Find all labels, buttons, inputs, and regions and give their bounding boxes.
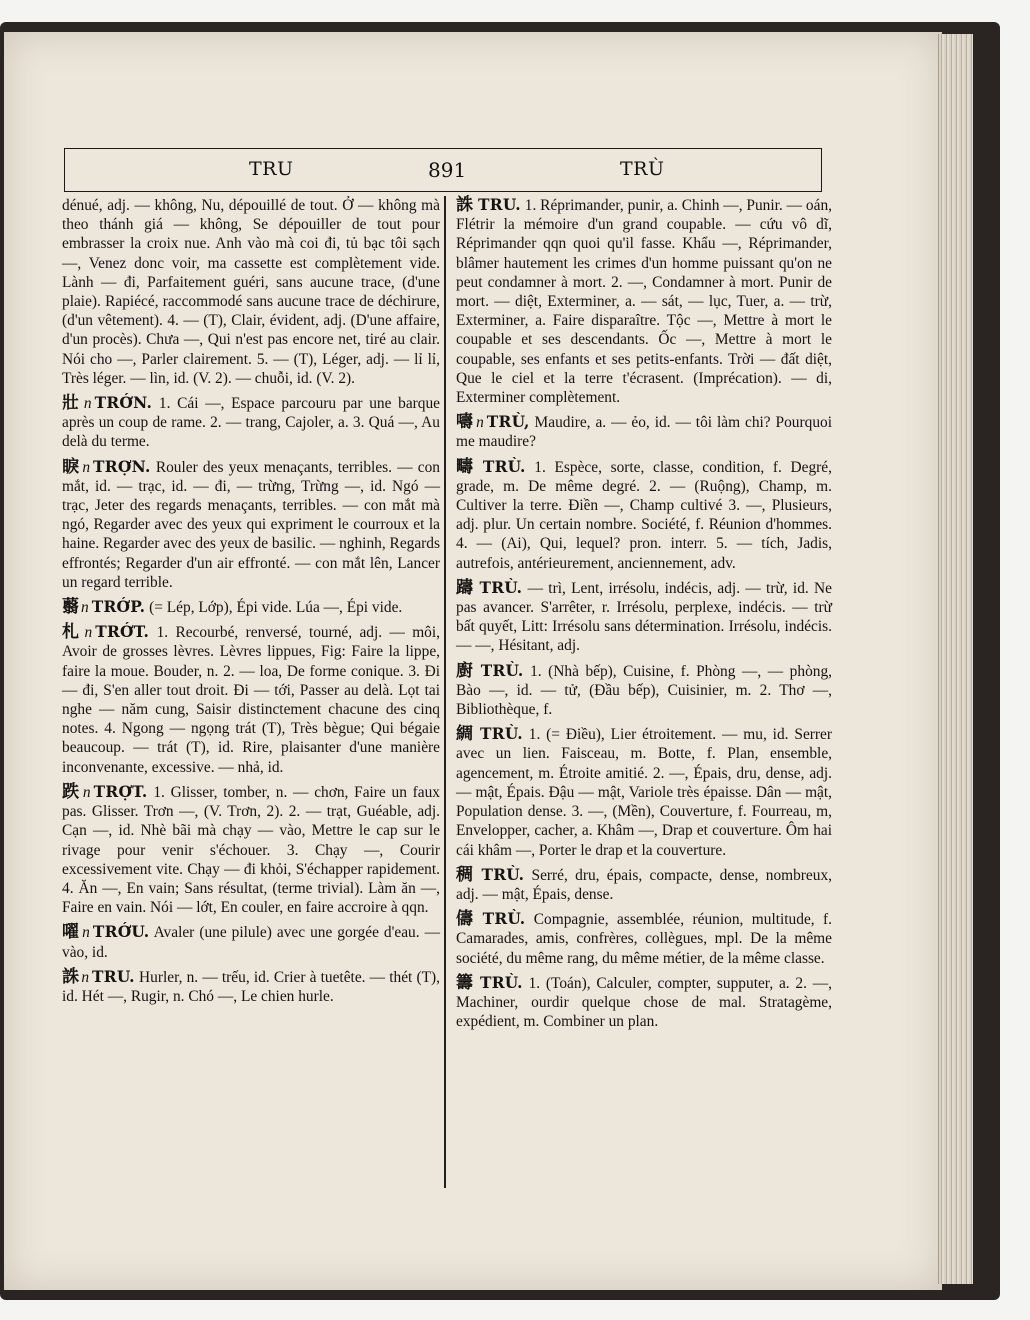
entry-pos-marker: n <box>82 458 91 476</box>
dictionary-entry <box>456 662 832 720</box>
entry-headword: TRÙ. <box>482 910 526 929</box>
dictionary-entry <box>62 923 440 961</box>
entry-definition: Compagnie, assemblée, réunion, multitude, f. Camarades, amis, confrères, collègues, mpl. De la même société, du même rang, du même métier, de la même classe. <box>456 911 832 967</box>
entry-headword: TRỢN. <box>93 457 151 476</box>
entry-headword: TRU. <box>478 196 521 214</box>
dictionary-entry <box>456 579 832 656</box>
dictionary-entry <box>456 974 832 1032</box>
entry-definition: Rouler des yeux menaçants, terribles. — con mắt, id. — trạc, id. — đi, — trừng, Trừng —, id. Ngó — trạc, Jeter des regards menaçants, terribles. — con mắt mà ngó, Regarder avec des yeux qui expriment le courroux et la haine. Regarder avec des yeux de basilic. — nghinh, Regards effrontés; Regarder d'un air effronté. — con mắt lên, Lancer un regard terrible. <box>62 458 440 591</box>
dictionary-entry <box>456 196 832 407</box>
entry-pos-marker: n <box>84 624 93 642</box>
entry-headword: TRU. <box>92 967 135 986</box>
dictionary-entry <box>62 598 440 617</box>
entry-character: 稠 <box>456 864 477 885</box>
entry-headword: TRỚU. <box>92 923 150 942</box>
entry-definition: Serré, dru, épais, compacte, dense, nombreux, adj. — mật, Épais, dense. <box>456 866 832 903</box>
entry-headword: TRỚT. <box>95 623 150 642</box>
entry-character: 廚 <box>456 660 476 681</box>
entry-character: 疇 <box>456 456 478 477</box>
entry-character: 嚁 <box>62 922 81 943</box>
dictionary-entry <box>456 866 832 904</box>
dictionary-entry <box>456 910 832 968</box>
continuation-text: dénué, adj. — không, Nu, dépouillé de tout. Ở — không mà theo thánh giá — không, Se dépouiller de tout pour embrasser la croix nue. Anh vào mà coi đi, tủ bạc tôi sạch —, Venez donc voir, ma cassette est complètement vide. Lành — đi, Parfaitement guéri, sans aucune trace, (d'une plaie). Rapiécé, raccommodé sans aucune trace de déchirure, (d'un vêtement). 4. — (T), Clair, évident, adj. (D'une affaire, d'un procès). Chưa —, Qui n'est pas encore net, tiré au clair. Nói cho —, Parler clairement. 5. — (T), Léger, adj. — lỉ lỉ, Très léger. — lìn, id. (V. 2). — chuỗi, id. (V. 2). <box>62 197 440 387</box>
entry-character: 誅 <box>62 966 80 987</box>
entry-definition: Hurler, n. — trếu, id. Crier à tuetête. — thét (T), id. Hét —, Rugir, n. Chó —, Le chien hurle. <box>62 968 440 1005</box>
entry-headword: TRÙ, <box>486 413 530 432</box>
entry-definition: Avaler (une pilule) avec une gorgée d'eau. — vào, id. <box>62 924 441 961</box>
dictionary-entry <box>62 623 440 777</box>
entry-definition: — trì, Lent, irrésolu, indécis, adj. — trừ, id. Ne pas avancer. S'arrêter, r. Irrésolu, perplexe, indécis. — trừ bất quyết, Litt: Irrésolu sans détermination. Irrésolu, indécis. — —, Hésitant, adj. <box>456 579 833 655</box>
dictionary-entry <box>62 968 440 1006</box>
entry-definition: (= Lép, Lớp), Épi vide. Lúa —, Épi vide. <box>149 599 403 617</box>
entry-pos-marker: n <box>476 414 484 432</box>
entry-character: 儔 <box>456 909 478 930</box>
header-right-word: TRÙ <box>620 158 665 180</box>
dictionary-entry <box>456 413 832 451</box>
entry-definition: 1. (= Điều), Lier étroitement. — mu, id. Serrer avec un lien. Faisceau, m. Botte, f. Plan, ensemble, agencement, m. Étroite amitié. 2. —, Épais, dru, dense, adj. — mật, Épais. Đậu — mật, Variole très épaisse. Dân — mật, Population dense. 3. —, (Mền), Couverture, f. Fourreau, m, Envelopper, cacher, a. Khâm —, Drap et couverture. Ôm hai cái khâm —, Porter le drap et la couverture. <box>456 726 832 859</box>
entry-character: 綢 <box>456 724 476 745</box>
entry-headword: TRÙ. <box>479 578 523 597</box>
entry-character: 睙 <box>62 456 81 477</box>
right-column <box>456 196 832 1037</box>
entry-definition: 1. (Toán), Calculer, compter, supputer, a. 2. —, Machiner, ourdir quelque chose de mal. Stratagème, expédient, m. Combiner un plan. <box>456 974 832 1031</box>
dictionary-entry <box>456 458 832 573</box>
entry-definition: 1. Glisser, tomber, n. — chơn, Faire un faux pas. Glisser. Trơn —, (V. Trơn, 2). 2. — trạt, Guéable, adj. Cạn —, id. Nhè bãi mà chạy — vào, Mettre le cap sur le rivage pour venir s'échouer. 3. Chạy —, Courir excessivement vite. Chạy — đi khỏi, S'échapper rapidement. 4. Ăn —, En vain; Sans résultat, (terme trivial). Làm ăn —, Faire en vain. Nói — lớt, En couler, en faire accroire à qqn. <box>62 783 440 917</box>
entry-headword: TRÙ. <box>479 973 523 992</box>
dictionary-entry <box>62 458 440 592</box>
dictionary-entry <box>456 725 832 859</box>
entry-character: 籌 <box>456 972 475 993</box>
entry-definition: 1. Espèce, sorte, classe, condition, f. Degré, grade, m. De même degré. 2. — (Ruộng), Champ, m. Cultiver la terre. Điền —, Champ cultivé 3. —, Plusieurs, adj. plur. Un certain nombre. Société, f. Réunion d'hommes. 4. — (Ai), Qui, lequel? pron. interr. 5. — tích, Jadis, autrefois, antérieurement, anciennement, adv. <box>456 458 832 572</box>
column-divider <box>444 196 446 1188</box>
dictionary-entry <box>62 394 440 452</box>
entry-headword: TRỚN. <box>94 394 153 413</box>
page-edges <box>938 34 973 1284</box>
entry-pos-marker: n <box>83 395 92 413</box>
entry-character: 跌 <box>62 781 81 802</box>
entry-pos-marker: n <box>82 924 90 942</box>
right-entries <box>456 196 832 1031</box>
left-column <box>62 196 440 1012</box>
entry-definition: Maudire, a. — ẻo, id. — tôi làm chi? Pourquoi me maudire? <box>456 414 832 451</box>
entry-character: 嚋 <box>456 412 475 433</box>
entry-pos-marker: n <box>82 783 91 801</box>
entry-character: 蘙 <box>62 597 79 618</box>
entry-headword: TRÙ. <box>480 661 524 680</box>
entry-character: 誅 <box>456 195 474 215</box>
left-entries <box>62 394 440 1006</box>
entry-pos-marker: n <box>81 599 89 617</box>
entry-headword: TRỚP. <box>91 598 146 617</box>
entry-character: 壯 <box>62 393 82 414</box>
entry-headword: TRÙ. <box>481 865 525 884</box>
entry-definition: 1. Cái —, Espace parcouru par une barque après un coup de rame. 2. — trang, Cajoler, a. 3. Quá —, Au delà du terme. <box>62 395 440 451</box>
running-header <box>64 148 822 192</box>
entry-headword: TRÙ. <box>482 457 526 476</box>
entry-character: 躊 <box>456 577 475 598</box>
entry-definition: 1. (Nhà bếp), Cuisine, f. Phòng —, — phòng, Bào —, id. — tử, (Đầu bếp), Cuisinier, m. 2. Thơ —, Bibliothèque, f. <box>456 662 833 719</box>
header-left-word: TRU <box>249 158 294 180</box>
page-number: 891 <box>428 158 467 182</box>
entry-character: 札 <box>62 622 83 643</box>
entry-definition: 1. Réprimander, punir, a. Chinh —, Punir. — oán, Flétrir la mémoire d'un grand coupable. — cứu vô dĩ, Réprimander qqn quoi qu'il fasse. Khẩu —, Réprimander, blâmer hautement les crimes d'un homme puissant qu'on ne peut condamner à mort. 2. —, Condamner à mort. Punir de mort. — diệt, Exterminer, a. — sát, — lục, Tuer, a. — trừ, Exterminer, a. Faire disparaître. Tộc —, Mettre à mort le coupable et ses descendants. Ốc —, Mettre à mort le coupable, ses enfants et ses petits-enfants. Trời — đất diệt, Que le ciel et la terre t'écrasent. (Imprécation). — di, Exterminer complètement. <box>456 197 832 407</box>
entry-pos-marker: n <box>81 968 90 986</box>
entry-definition: 1. Recourbé, renversé, tourné, adj. — môi, Avoir de grosses lèvres. Lèvres lippues, Fig: Faire la lippe, faire la moue. Bouder, n. 2. — loa, De forme conique. 3. Đi — đi, S'en aller tout droit. Đi — tới, Passer au delà. Lọt tai nghe — năm cung, Saisir distinctement chacune des cinq notes. 4. Ngong — ngọng trát (T), Très bègue; Qui bégaie beaucoup. — trát (T), id. Rire, plaisanter d'une manière inconvenante, excessive. — nhả, id. <box>62 624 441 776</box>
entry-headword: TRÙ. <box>480 725 523 744</box>
entry-headword: TRỢT. <box>93 782 148 801</box>
dictionary-entry <box>62 783 440 917</box>
